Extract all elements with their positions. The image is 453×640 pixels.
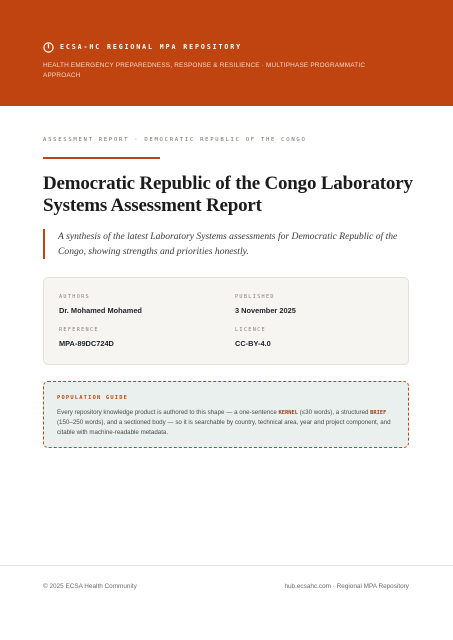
document-kicker: ASSESSMENT REPORT · DEMOCRATIC REPUBLIC OF THE CONGO bbox=[43, 137, 307, 143]
brand-name: ECSA-HC REGIONAL MPA REPOSITORY bbox=[60, 43, 242, 51]
meta-published-label: PUBLISHED bbox=[235, 294, 275, 300]
guide-text-1: Every repository knowledge product is authored to this shape — a one-sentence bbox=[57, 409, 279, 416]
footer-site-link[interactable]: hub.ecsahc.com · Regional MPA Repository bbox=[284, 583, 409, 590]
population-guide-title: POPULATION GUIDE bbox=[57, 395, 129, 401]
population-guide-body bbox=[57, 408, 395, 438]
meta-reference bbox=[59, 327, 114, 348]
guide-text-3: (150–250 words), and a sectioned body — so it is searchable by country, technical area, year and project component, and citable with machine-readable metadata. bbox=[57, 419, 391, 436]
footer-divider bbox=[0, 565, 453, 566]
meta-authors bbox=[59, 294, 142, 315]
meta-reference-label: REFERENCE bbox=[59, 327, 99, 333]
accent-rule bbox=[43, 157, 160, 159]
metadata-card bbox=[43, 277, 409, 365]
meta-reference-value: MPA-89DC724D bbox=[59, 339, 114, 348]
guide-brief-code: BRIEF bbox=[370, 410, 387, 416]
meta-published bbox=[235, 294, 296, 315]
header-banner bbox=[0, 0, 453, 106]
banner-tagline: HEALTH EMERGENCY PREPAREDNESS, RESPONSE & RESILIENCE · MULTIPHASE PROGRAMMATIC APPROACH bbox=[43, 62, 366, 79]
population-guide bbox=[43, 381, 409, 448]
power-icon bbox=[43, 42, 54, 53]
footer-copyright: © 2025 ECSA Health Community bbox=[43, 583, 137, 590]
document-lede: A synthesis of the latest Laboratory Systems assessments for Democratic Republic of the Congo, showing strengths and priorities honestly. bbox=[43, 229, 409, 259]
meta-licence-label: LICENCE bbox=[235, 327, 266, 333]
page-title: Democratic Republic of the Congo Laboratory Systems Assessment Report bbox=[43, 173, 413, 216]
brand[interactable] bbox=[43, 42, 242, 53]
meta-licence-value: CC-BY-4.0 bbox=[235, 339, 271, 348]
meta-published-value: 3 November 2025 bbox=[235, 306, 296, 315]
meta-authors-label: AUTHORS bbox=[59, 294, 90, 300]
guide-text-2: (≤30 words), a structured bbox=[298, 409, 371, 416]
meta-authors-value: Dr. Mohamed Mohamed bbox=[59, 306, 142, 315]
guide-kernel-code: KERNEL bbox=[278, 410, 298, 416]
meta-licence bbox=[235, 327, 271, 348]
